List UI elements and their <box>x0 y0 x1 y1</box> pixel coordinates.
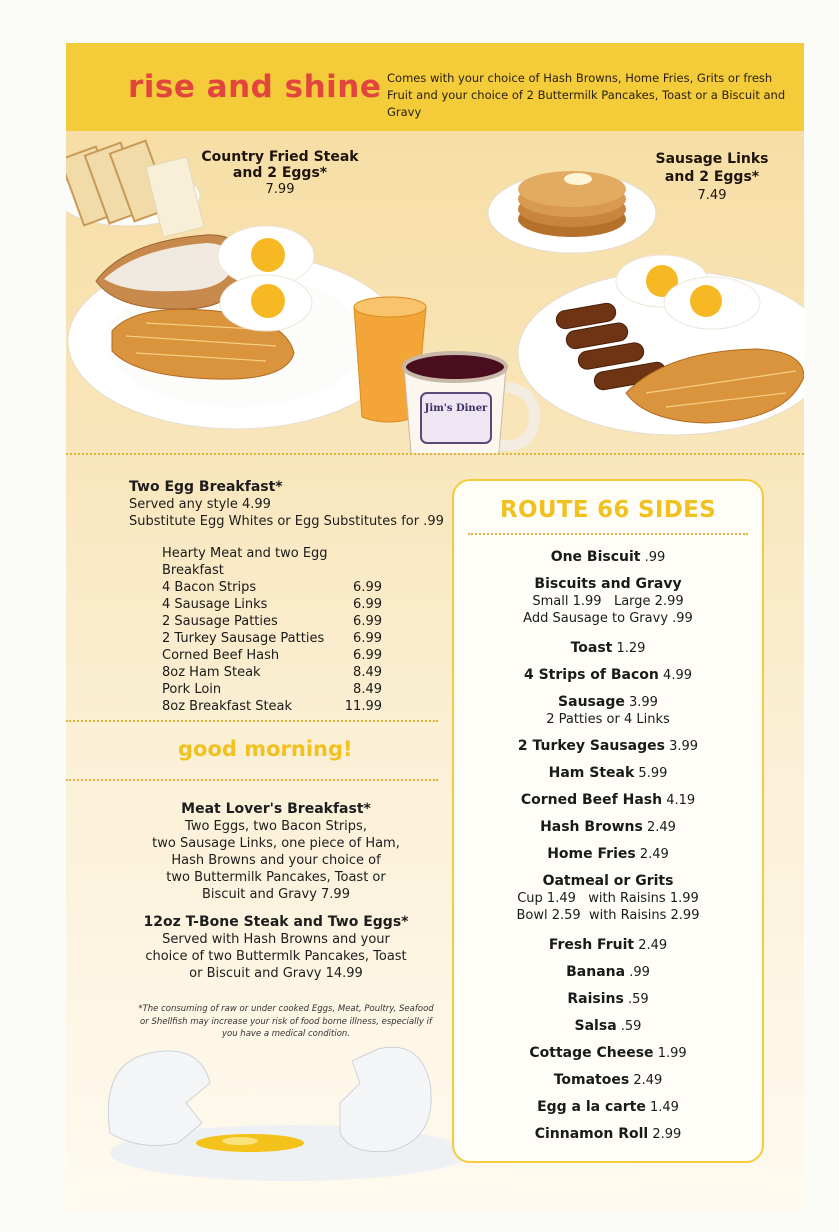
side-item-name: Home Fries <box>547 846 636 862</box>
section-title: rise and shine <box>128 69 382 105</box>
side-item-name: Corned Beef Hash <box>520 792 663 808</box>
side-item <box>454 964 762 981</box>
side-item <box>454 765 762 782</box>
hearty-item <box>162 681 382 698</box>
side-item-detail: Small 1.99 Large 2.99 <box>532 594 684 609</box>
meat-lover-title: Meat Lover's Breakfast* <box>181 801 371 817</box>
sides-title: ROUTE 66 SIDES <box>499 497 717 523</box>
hearty-item-price: 6.99 <box>353 648 382 663</box>
side-item <box>454 873 762 924</box>
breakfast-photo <box>66 131 804 453</box>
meat-lover-line: Hash Browns and your choice of <box>171 853 381 868</box>
meat-lover-section <box>126 801 426 903</box>
hearty-item <box>162 698 382 715</box>
hearty-title: Hearty Meat and two Egg Breakfast <box>162 546 328 578</box>
side-item-name: Raisins <box>567 991 624 1007</box>
side-item <box>454 640 762 657</box>
side-item-name: Salsa <box>574 1018 617 1034</box>
hearty-item-price: 8.49 <box>353 682 382 697</box>
hearty-item-price: 6.99 <box>353 614 382 629</box>
side-item-price: 1.29 <box>616 641 646 656</box>
featured-1-name-line1: Country Fried Steak <box>201 149 359 165</box>
side-item-name: Fresh Fruit <box>548 937 635 953</box>
tbone-title: 12oz T-Bone Steak and Two Eggs* <box>143 914 409 930</box>
hearty-item-name: 4 Sausage Links <box>162 597 268 612</box>
two-egg-title: Two Egg Breakfast* <box>129 479 283 495</box>
food-safety-disclaimer: *The consuming of raw or under cooked Eggs, Meat, Poultry, Seafood or Shellfish may increase your risk of food borne illness, especially if you have a medical condition. <box>138 1004 434 1039</box>
featured-2-name-line1: Sausage Links <box>655 151 769 167</box>
two-egg-line2: Substitute Egg Whites or Egg Substitutes for .99 <box>129 514 444 529</box>
hearty-item-price: 11.99 <box>344 699 382 714</box>
meat-lover-line: two Buttermilk Pancakes, Toast or <box>166 870 386 885</box>
side-item-name: Ham Steak <box>548 765 635 781</box>
side-item-price: .99 <box>629 965 650 980</box>
side-item-name: Tomatoes <box>553 1072 630 1088</box>
hearty-item <box>162 579 382 596</box>
side-item <box>454 667 762 684</box>
side-item-detail: Bowl 2.59 with Raisins 2.99 <box>516 908 700 923</box>
meat-lover-line: Two Eggs, two Bacon Strips, <box>185 819 367 834</box>
featured-1-name-line2: and 2 Eggs* <box>232 165 328 181</box>
side-item-name: Toast <box>570 640 613 656</box>
side-item-name: 4 Strips of Bacon <box>523 667 659 683</box>
side-item-price: 2.49 <box>646 820 676 835</box>
mug-image <box>404 353 534 453</box>
side-item-price: 1.49 <box>649 1100 679 1115</box>
side-item-detail: Cup 1.49 with Raisins 1.99 <box>517 891 699 906</box>
hearty-item-name: 2 Sausage Patties <box>162 614 278 629</box>
side-item <box>454 1072 762 1089</box>
side-item <box>454 991 762 1008</box>
side-item <box>454 819 762 836</box>
two-egg-line1: Served any style 4.99 <box>129 497 271 512</box>
side-item <box>454 937 762 954</box>
pancakes-image <box>518 171 626 237</box>
cracked-egg-image <box>90 1043 490 1213</box>
side-item-name: Banana <box>566 964 626 980</box>
side-item-price: 2.49 <box>633 1073 663 1088</box>
tbone-line: Served with Hash Browns and your <box>162 932 390 947</box>
side-item-name: Sausage <box>558 694 625 710</box>
side-item-price: 2.99 <box>652 1127 682 1142</box>
hearty-item <box>162 647 382 664</box>
side-item <box>454 1018 762 1035</box>
side-item-name: Oatmeal or Grits <box>542 873 674 889</box>
hearty-item-price: 6.99 <box>353 580 382 595</box>
tbone-line: choice of two Buttermlk Pancakes, Toast <box>145 949 407 964</box>
sides-panel <box>452 479 764 1163</box>
side-item <box>454 1099 762 1116</box>
side-item-detail: 2 Patties or 4 Links <box>546 712 670 727</box>
side-item-name: Biscuits and Gravy <box>534 576 682 592</box>
dotted-divider <box>66 779 438 781</box>
side-item-name: Cinnamon Roll <box>534 1126 649 1142</box>
featured-2-price: 7.49 <box>697 188 727 203</box>
side-item <box>454 792 762 809</box>
hearty-item-name: 4 Bacon Strips <box>162 580 257 595</box>
side-item-name: One Biscuit <box>550 549 641 565</box>
side-item-name: Egg a la carte <box>537 1099 646 1115</box>
side-item <box>454 576 762 627</box>
good-morning-heading: good morning! <box>178 737 353 761</box>
side-item-price: 5.99 <box>638 766 668 781</box>
side-item <box>454 1126 762 1143</box>
tbone-line: or Biscuit and Gravy 14.99 <box>189 966 363 981</box>
side-item-price: 3.99 <box>628 695 658 710</box>
meat-lover-line: two Sausage Links, one piece of Ham, <box>152 836 400 851</box>
hearty-item-name: 8oz Breakfast Steak <box>162 699 293 714</box>
hearty-item-name: 2 Turkey Sausage Patties <box>162 631 325 646</box>
side-item <box>454 738 762 755</box>
side-item <box>454 1045 762 1062</box>
side-item-detail: Add Sausage to Gravy .99 <box>523 611 693 626</box>
two-egg-section <box>129 479 449 530</box>
header-band <box>66 43 804 131</box>
menu-page <box>66 43 804 1213</box>
meat-lover-line: Biscuit and Gravy 7.99 <box>202 887 350 902</box>
side-item-price: 4.19 <box>666 793 696 808</box>
side-item-price: 3.99 <box>669 739 699 754</box>
side-item-price: .59 <box>627 992 649 1007</box>
side-item-price: 4.99 <box>663 668 692 683</box>
side-item-name: 2 Turkey Sausages <box>517 738 665 754</box>
side-item <box>454 694 762 728</box>
header-description: Comes with your choice of Hash Browns, Home Fries, Grits or fresh Fruit and your choice of 2 Buttermilk Pancakes, Toast or a Biscuit and Gravy <box>387 71 786 119</box>
hearty-item-price: 6.99 <box>353 631 382 646</box>
side-item-price: 1.99 <box>657 1046 687 1061</box>
hearty-table <box>162 545 382 715</box>
hearty-item <box>162 630 382 647</box>
side-item <box>454 549 762 566</box>
featured-1-price: 7.99 <box>265 182 295 197</box>
mug-logo-text: Jim's Diner <box>424 403 488 414</box>
side-item-name: Hash Browns <box>540 819 643 835</box>
hearty-item <box>162 596 382 613</box>
dotted-divider <box>66 453 804 455</box>
dotted-divider <box>468 533 748 535</box>
side-item-price: .99 <box>644 550 666 565</box>
side-item <box>454 846 762 863</box>
side-item-price: .59 <box>620 1019 642 1034</box>
hearty-item-name: Corned Beef Hash <box>162 648 280 663</box>
side-item-price: 2.49 <box>638 938 668 953</box>
side-item-price: 2.49 <box>639 847 669 862</box>
hearty-item <box>162 613 382 630</box>
side-item-name: Cottage Cheese <box>529 1045 654 1061</box>
tbone-section <box>126 914 426 982</box>
hearty-item-name: 8oz Ham Steak <box>162 665 261 680</box>
featured-2-name-line2: and 2 Eggs* <box>664 169 760 185</box>
hearty-item-price: 8.49 <box>353 665 382 680</box>
hearty-item <box>162 664 382 681</box>
dotted-divider <box>66 720 438 722</box>
hearty-item-price: 6.99 <box>353 597 382 612</box>
hearty-item-name: Pork Loin <box>162 682 222 697</box>
